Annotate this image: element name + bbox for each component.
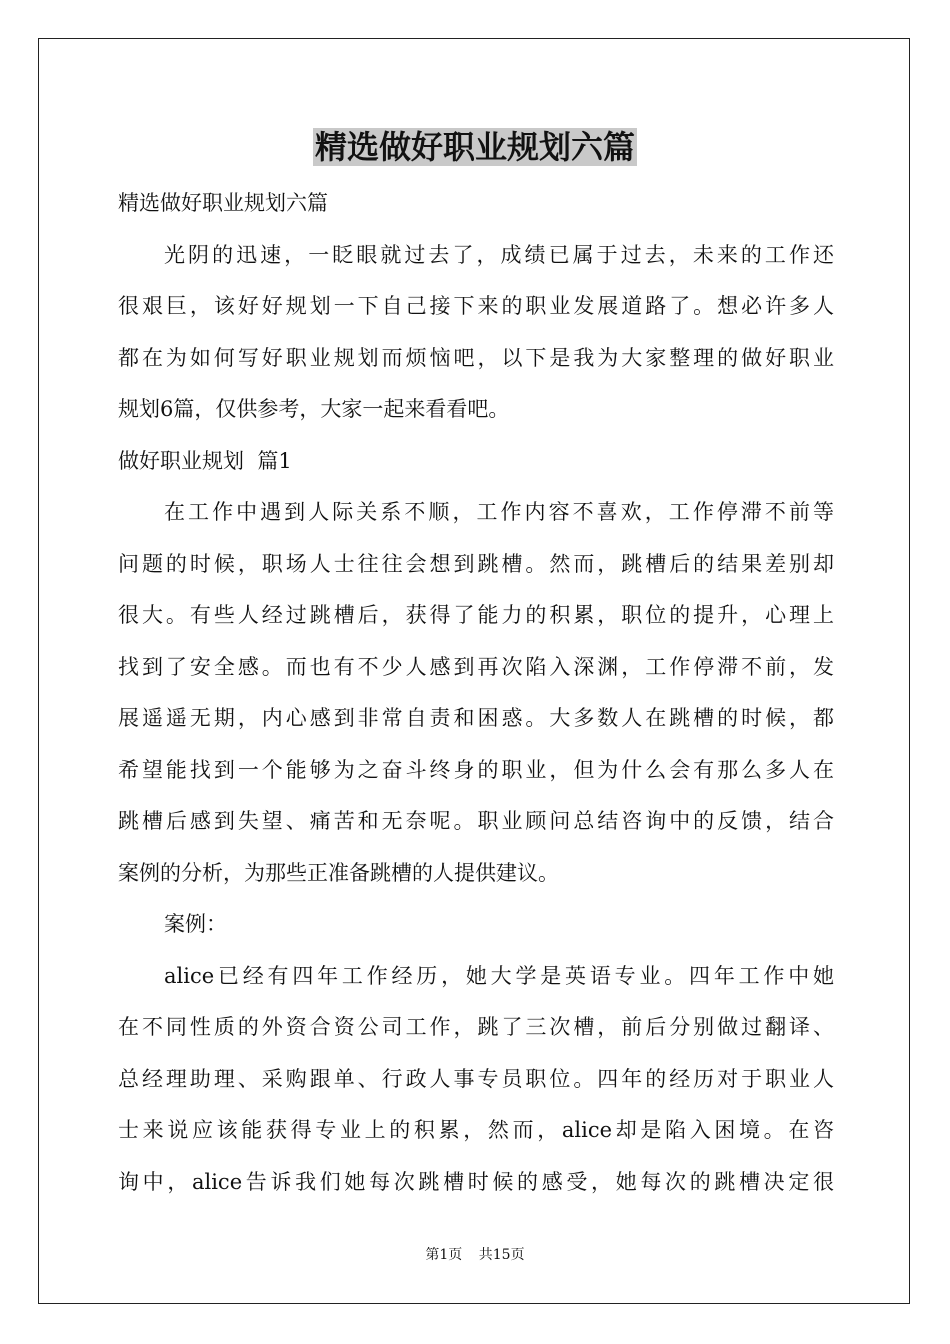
section-line: 问题的时候，职场人士往往会想到跳槽。然而，跳槽后的结果差别却 bbox=[118, 551, 834, 576]
page-total: 共15页 bbox=[478, 1247, 525, 1263]
page-footer bbox=[0, 1244, 950, 1264]
intro-line: 都在为如何写好职业规划而烦恼吧，以下是我为大家整理的做好职业 bbox=[118, 345, 834, 370]
section-line: 找到了安全感。而也有不少人感到再次陷入深渊，工作停滞不前，发 bbox=[118, 654, 834, 679]
section-heading: 做好职业规划 篇1 bbox=[118, 448, 292, 473]
intro-line: 光阴的迅速，一眨眼就过去了，成绩已属于过去，未来的工作还 bbox=[164, 242, 834, 267]
intro-line: 很艰巨，该好好规划一下自己接下来的职业发展道路了。想必许多人 bbox=[118, 294, 834, 318]
section-line: 跳槽后感到失望、痛苦和无奈呢。职业顾问总结咨询中的反馈，结合 bbox=[118, 809, 834, 833]
case-label: 案例： bbox=[164, 912, 227, 936]
case-line: 总经理助理、采购跟单、行政人事专员职位。四年的经历对于职业人 bbox=[118, 1066, 834, 1091]
page-number: 第1页 bbox=[425, 1247, 463, 1263]
section-line: 很大。有些人经过跳槽后，获得了能力的积累，职位的提升，心理上 bbox=[118, 603, 834, 627]
case-line: 士来说应该能获得专业上的积累，然而，alice却是陷入困境。在咨 bbox=[118, 1118, 834, 1142]
case-line: 询中，alice告诉我们她每次跳槽时候的感受，她每次的跳槽决定很 bbox=[118, 1169, 834, 1194]
section-line: 展遥遥无期，内心感到非常自责和困惑。大多数人在跳槽的时候，都 bbox=[118, 706, 834, 730]
document-body bbox=[118, 178, 834, 1208]
subtitle: 精选做好职业规划六篇 bbox=[118, 191, 328, 215]
section-line: 在工作中遇到人际关系不顺，工作内容不喜欢，工作停滞不前等 bbox=[164, 500, 834, 524]
intro-line: 规划6篇，仅供参考，大家一起来看看吧。 bbox=[118, 397, 510, 421]
document-title-text: 精选做好职业规划六篇 bbox=[314, 128, 635, 166]
case-line: alice已经有四年工作经历，她大学是英语专业。四年工作中她 bbox=[164, 963, 834, 988]
case-line: 在不同性质的外资合资公司工作，跳了三次槽，前后分别做过翻译、 bbox=[118, 1015, 834, 1039]
section-line: 希望能找到一个能够为之奋斗终身的职业，但为什么会有那么多人在 bbox=[118, 757, 834, 782]
section-line: 案例的分析，为那些正准备跳槽的人提供建议。 bbox=[118, 860, 559, 885]
document-title bbox=[0, 124, 950, 170]
